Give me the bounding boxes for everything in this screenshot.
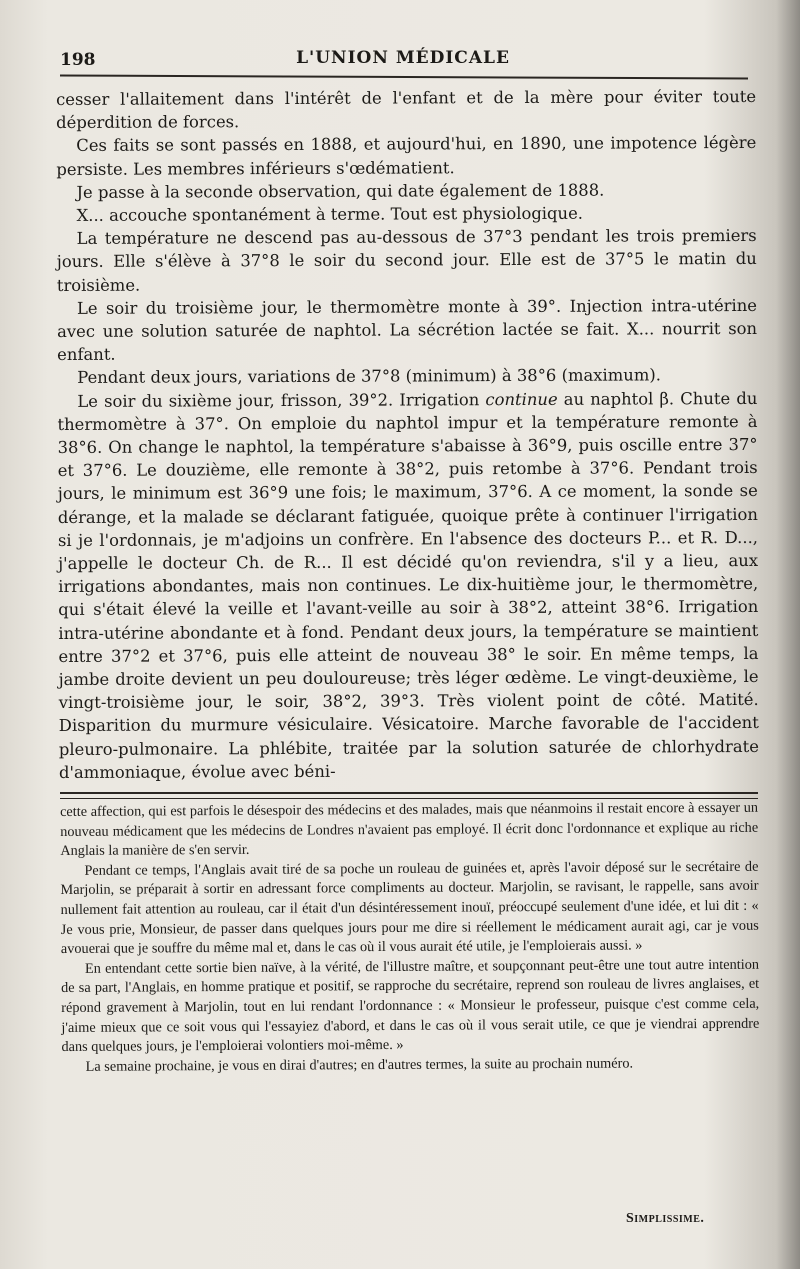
main-text xyxy=(56,85,759,784)
paragraph-with-emphasis xyxy=(57,387,759,785)
paragraph-part: Le soir du sixième jour, frisson, 39°2. Irrigation xyxy=(77,389,486,411)
header-rule xyxy=(60,74,748,79)
paragraph-part: au naphtol β. Chute du thermomètre à 37°. On emploie du naphtol impur et la température remonte à 38°6. On change le naphtol, la température s'abaisse à 36°9, puis oscille entre 37° et 37°6. Le douzième, elle remonte à 38°2, puis retombe à 37°6. Pendant trois jours, le minimum est 36°9 une fois; le maximum, 37°6. A ce moment, la sonde se dérange, et la malade se déclarant fatiguée, quoique prête à continuer l'irrigation si je l'ordonnais, je m'adjoins un confrère. En l'absence des docteurs P... et R. D..., j'appelle le docteur Ch. de R... Il est décidé qu'on reviendra, s'il y a lieu, aux irrigations abondantes, mais non continues. Le dix-huitième jour, le thermomètre, qui s'était élevé la veille et l'avant-veille au soir à 38°2, atteint 38°6. Irrigation intra-utérine abondante et à fond. Pendant deux jours, la température se maintient entre 37°2 et 37°6, puis elle atteint de nouveau 38° le soir. En même temps, la jambe droite devient un peu douloureuse; très léger œdème. Le vingt-deuxième, le vingt-troisième jour, le soir, 38°2, 39°3. Très violent point de côté. Matité. Disparition du murmure vésiculaire. Vésicatoire. Marche favorable de l'accident pleuro-pulmonaire. La phlébite, traitée par la solution saturée de chlorhydrate d'ammoniaque, évolue avec béni- xyxy=(57,388,759,782)
feuilleton-text xyxy=(60,799,760,1078)
paragraph: Ces faits se sont passés en 1888, et aujourd'hui, en 1890, une impotence légère persiste. Les membres inférieurs s'œdématient. xyxy=(56,133,757,179)
emphasis-word: continue xyxy=(485,389,558,409)
footnote-paragraph: En entendant cette sortie bien naïve, à la vérité, de l'illustre maître, et soupçonnant peut-être une tout autre intention de sa part, l'Anglais, en homme pratique et positif, se rapproche du secrétaire, reprend son rouleau de livres anglaises, et répond gravement à Marjolin, tout en lui rendant l'ordonnance : « Monsieur le professeur, puisque c'est comme cela, j'aime mieux que ce soit vous qui l'essayiez d'abord, et dans le cas où il vous serait utile, ce que je viendrai apprendre dans quelques jours, je l'emploierai volontiers moi-même. » xyxy=(61,956,760,1056)
page-number: 198 xyxy=(60,50,96,70)
footnote-paragraph: Pendant ce temps, l'Anglais avait tiré de sa poche un rouleau de guinées et, après l'avoir déposé sur le secrétaire de Marjolin, se préparait à sortir en adressant force compliments au docteur. Marjolin, se ravisant, le rappelle, sans avoir nullement fait attention au rouleau, car il était d'un désintéressement inouï, préoccupé seulement d'une idée, et lui dit : « Je vous prie, Monsieur, de passer dans quelques jours pour me dire si réellement le médicament aurait agi, car je vous avouerai que je souffre du même mal et, dans le cas où il vous aurait été utile, je l'emploierais aussi. » xyxy=(60,858,759,958)
author-signature: Simplissime. xyxy=(626,1211,705,1226)
paragraph: Pendant deux jours, variations de 37°8 (minimum) à 38°6 (maximum). xyxy=(77,365,662,388)
footnote-paragraph: cette affection, qui est parfois le désespoir des médecins et des malades, mais que néanmoins il restait encore à essayer un nouveau médicament que les médecins de Londres n'avaient pas employé. Il écrit donc l'ordonnance et explique au riche Anglais la manière de s'en servir. xyxy=(60,799,759,860)
footnote-paragraph: La semaine prochaine, je vous en dirai d'autres; en d'autres termes, la suite au prochain numéro. xyxy=(85,1055,634,1075)
running-title: L'UNION MÉDICALE xyxy=(296,48,510,68)
footnote-separator xyxy=(60,792,758,799)
paragraph: X... accouche spontanément à terme. Tout est physiologique. xyxy=(76,203,584,225)
paragraph: Je passe à la seconde observation, qui date également de 1888. xyxy=(76,180,605,202)
paragraph: cesser l'allaitement dans l'intérêt de l'enfant et de la mère pour éviter toute déperdition de forces. xyxy=(56,86,757,133)
paragraph: La température ne descend pas au-dessous de 37°3 pendant les trois premiers jours. Elle s'élève à 37°8 le soir du second jour. Elle est de 37°5 le matin du troisième. xyxy=(56,226,757,295)
page-header xyxy=(60,44,746,74)
paragraph: Le soir du troisième jour, le thermomètre monte à 39°. Injection intra-utérine avec une solution saturée de naphtol. La sécrétion lactée se fait. X... nourrit son enfant. xyxy=(57,295,758,365)
